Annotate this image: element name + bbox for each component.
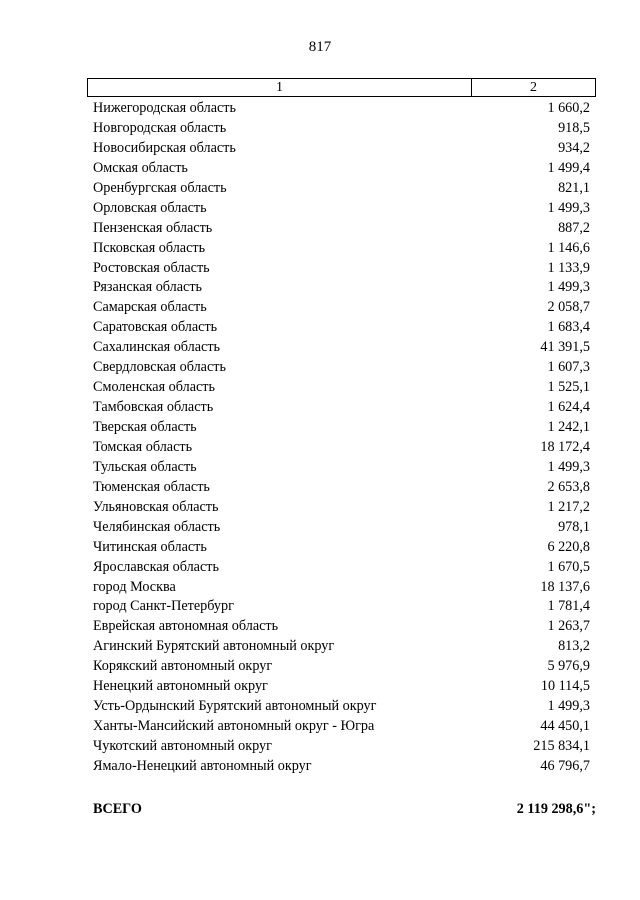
table-row	[93, 478, 596, 498]
table-row	[93, 438, 596, 458]
column-header-1: 1	[88, 79, 472, 96]
table-row	[93, 657, 596, 677]
region-name: Орловская область	[93, 199, 207, 216]
region-name: Свердловская область	[93, 359, 226, 376]
table-row	[93, 597, 596, 617]
table-row	[93, 99, 596, 119]
table-body	[93, 99, 596, 777]
region-value: 5 976,9	[547, 658, 590, 675]
region-name: Ямало-Ненецкий автономный округ	[93, 757, 312, 774]
table-row	[93, 498, 596, 518]
region-value: 821,1	[558, 179, 590, 196]
table-row	[93, 617, 596, 637]
table-row	[93, 697, 596, 717]
table-row	[93, 378, 596, 398]
table-row	[93, 538, 596, 558]
region-name: Ненецкий автономный округ	[93, 678, 268, 695]
region-value: 2 058,7	[547, 299, 590, 316]
table-row	[93, 717, 596, 737]
region-name: Ханты-Мансийский автономный округ - Югра	[93, 718, 375, 735]
region-name: Томская область	[93, 438, 193, 455]
region-value: 1 607,3	[547, 359, 590, 376]
table-row	[93, 318, 596, 338]
region-name: город Санкт-Петербург	[93, 598, 234, 615]
table-row	[93, 518, 596, 538]
region-name: Нижегородская область	[93, 100, 236, 116]
region-name: Ульяновская область	[93, 498, 219, 515]
region-value: 918,5	[558, 119, 590, 136]
region-value: 1 242,1	[547, 419, 590, 435]
column-header-2: 2	[530, 80, 537, 95]
region-value: 46 796,7	[540, 757, 590, 774]
region-name: Корякский автономный округ	[93, 658, 273, 675]
region-value: 6 220,8	[547, 538, 590, 555]
region-value: 887,2	[558, 219, 590, 236]
region-value: 1 670,5	[547, 558, 590, 575]
region-value: 1 624,4	[547, 399, 590, 416]
region-name: Самарская область	[93, 299, 207, 316]
region-value: 934,2	[558, 139, 590, 156]
region-name: Новосибирская область	[93, 139, 236, 156]
region-value: 813,2	[558, 638, 590, 655]
region-value: 978,1	[558, 518, 590, 535]
region-name: Ярославская область	[93, 558, 219, 575]
region-value: 10 114,5	[540, 678, 590, 695]
table-row	[93, 259, 596, 279]
region-value: 1 263,7	[547, 618, 590, 635]
region-value: 2 653,8	[547, 478, 590, 495]
region-value: 1 499,3	[547, 199, 590, 216]
table-header	[87, 78, 596, 97]
region-name: Пензенская область	[93, 219, 213, 236]
table-row	[93, 677, 596, 697]
region-value: 18 172,4	[540, 438, 590, 455]
table-row	[93, 578, 596, 598]
region-value: 44 450,1	[540, 718, 590, 735]
region-name: Еврейская автономная область	[93, 618, 279, 635]
total-row	[93, 799, 596, 819]
total-label: ВСЕГО	[93, 801, 142, 817]
region-name: город Москва	[93, 578, 176, 595]
region-name: Ростовская область	[93, 259, 210, 276]
region-name: Чукотский автономный округ	[93, 738, 272, 754]
region-name: Псковская область	[93, 239, 206, 256]
region-value: 1 499,3	[547, 279, 590, 296]
region-name: Смоленская область	[93, 379, 215, 396]
region-name: Челябинская область	[93, 518, 221, 535]
table-row	[93, 637, 596, 657]
table-row	[93, 159, 596, 179]
region-value: 1 217,2	[547, 498, 590, 515]
table-row	[93, 358, 596, 378]
region-value: 1 499,3	[547, 698, 590, 715]
table-row	[93, 298, 596, 318]
table-row	[93, 757, 596, 777]
region-value: 1 683,4	[547, 319, 590, 336]
region-value: 41 391,5	[540, 339, 590, 356]
region-name: Тверская область	[93, 419, 197, 435]
table-row	[93, 458, 596, 478]
table-row	[93, 558, 596, 578]
region-value: 1 146,6	[547, 239, 590, 256]
table-row	[93, 179, 596, 199]
table-row	[93, 398, 596, 418]
region-value: 1 499,4	[547, 159, 590, 176]
region-name: Тюменская область	[93, 478, 210, 495]
table-row	[93, 119, 596, 139]
region-name: Рязанская область	[93, 279, 203, 296]
region-name: Тульская область	[93, 458, 197, 475]
region-value: 1 781,4	[547, 598, 590, 615]
region-value: 1 525,1	[547, 379, 590, 396]
region-name: Сахалинская область	[93, 339, 221, 356]
table-row	[93, 199, 596, 219]
table-row	[93, 139, 596, 159]
table-row	[93, 219, 596, 239]
region-value: 1 499,3	[547, 458, 590, 475]
region-name: Усть-Ордынский Бурятский автономный округ	[93, 698, 377, 715]
table-row	[93, 278, 596, 298]
region-value: 215 834,1	[533, 738, 590, 754]
table-row	[93, 338, 596, 358]
table-row	[93, 239, 596, 259]
region-value: 1 133,9	[547, 259, 590, 276]
table-row	[93, 737, 596, 757]
table-row	[93, 418, 596, 438]
region-name: Саратовская область	[93, 319, 218, 336]
region-name: Омская область	[93, 159, 188, 176]
region-name: Читинская область	[93, 538, 207, 555]
page-number: 817	[308, 39, 332, 55]
region-value: 1 660,2	[547, 100, 590, 116]
region-value: 18 137,6	[540, 578, 590, 595]
region-name: Тамбовская область	[93, 399, 214, 416]
region-name: Агинский Бурятский автономный округ	[93, 638, 335, 655]
region-name: Новгородская область	[93, 119, 227, 136]
region-name: Оренбургская область	[93, 179, 227, 196]
total-value: 2 119 298,6";	[516, 801, 596, 817]
